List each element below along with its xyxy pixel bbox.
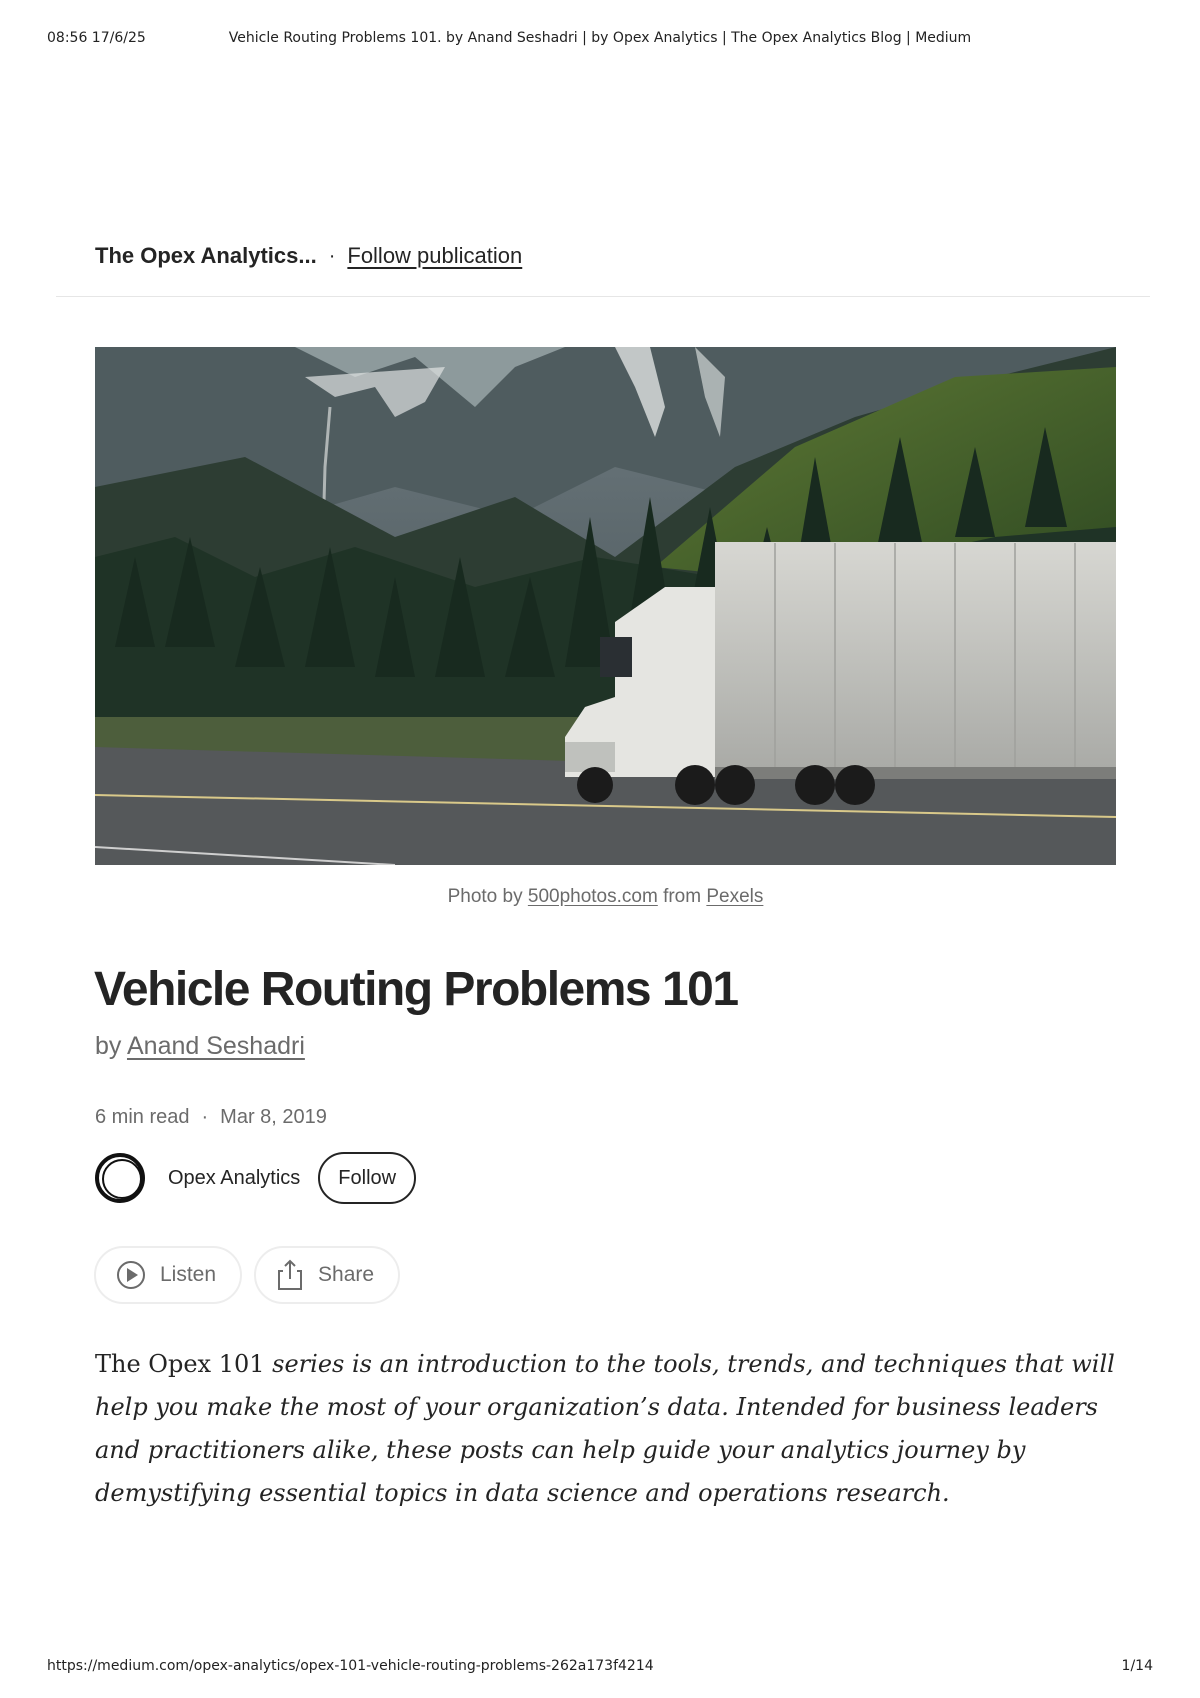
caption-middle: from	[663, 886, 702, 907]
print-document-title: Vehicle Routing Problems 101. by Anand Seshadri | by Opex Analytics | The Opex Analytics Blog | Medium	[228, 30, 972, 46]
hero-image	[95, 347, 1116, 865]
author-card	[95, 1150, 416, 1206]
source-link[interactable]: Pexels	[706, 886, 764, 907]
author-link[interactable]: Anand Seshadri	[126, 1032, 305, 1060]
play-circle-icon	[116, 1260, 146, 1290]
follow-publication-link[interactable]: Follow publication	[347, 243, 523, 268]
header-divider	[56, 296, 1150, 297]
listen-button[interactable]	[94, 1246, 242, 1304]
byline	[95, 1032, 305, 1061]
image-caption	[0, 886, 1200, 908]
byline-prefix: by	[95, 1032, 122, 1060]
intro-lead: The Opex 101	[95, 1350, 265, 1378]
print-url: https://medium.com/opex-analytics/opex-101-vehicle-routing-problems-262a173f4214	[47, 1658, 654, 1674]
share-button[interactable]	[254, 1246, 400, 1304]
publication-name[interactable]: The Opex Analytics...	[95, 243, 317, 268]
truck-on-mountain-road-photo	[95, 347, 1116, 865]
read-time: 6 min read	[95, 1106, 190, 1128]
share-upload-icon	[276, 1259, 304, 1291]
article-intro	[95, 1343, 1115, 1515]
article-meta	[95, 1106, 327, 1129]
listen-label: Listen	[160, 1263, 217, 1286]
follow-button[interactable]: Follow	[318, 1152, 416, 1204]
article-title: Vehicle Routing Problems 101	[94, 963, 738, 1016]
intro-text: series is an introduction to the tools, trends, and techniques that will help you make the most of your organization’s data. Intended for business leaders and practitioners alike, these posts can help guide your analytics journey by demystifying essential topics in data science and operations research.	[95, 1350, 1115, 1507]
author-avatar[interactable]	[95, 1153, 145, 1203]
print-page-number: 1/14	[1121, 1658, 1153, 1674]
author-name[interactable]: Opex Analytics	[168, 1166, 301, 1189]
meta-separator: ·	[201, 1106, 209, 1128]
article-actions	[94, 1246, 412, 1304]
publish-date: Mar 8, 2019	[220, 1106, 327, 1128]
print-footer	[47, 1658, 1153, 1678]
publication-bar	[95, 240, 522, 272]
print-header	[47, 30, 1153, 50]
photographer-link[interactable]: 500photos.com	[527, 886, 658, 907]
share-label: Share	[318, 1263, 375, 1286]
caption-prefix: Photo by	[447, 886, 523, 907]
print-timestamp: 08:56 17/6/25	[47, 30, 146, 46]
publication-separator: ·	[328, 244, 336, 267]
